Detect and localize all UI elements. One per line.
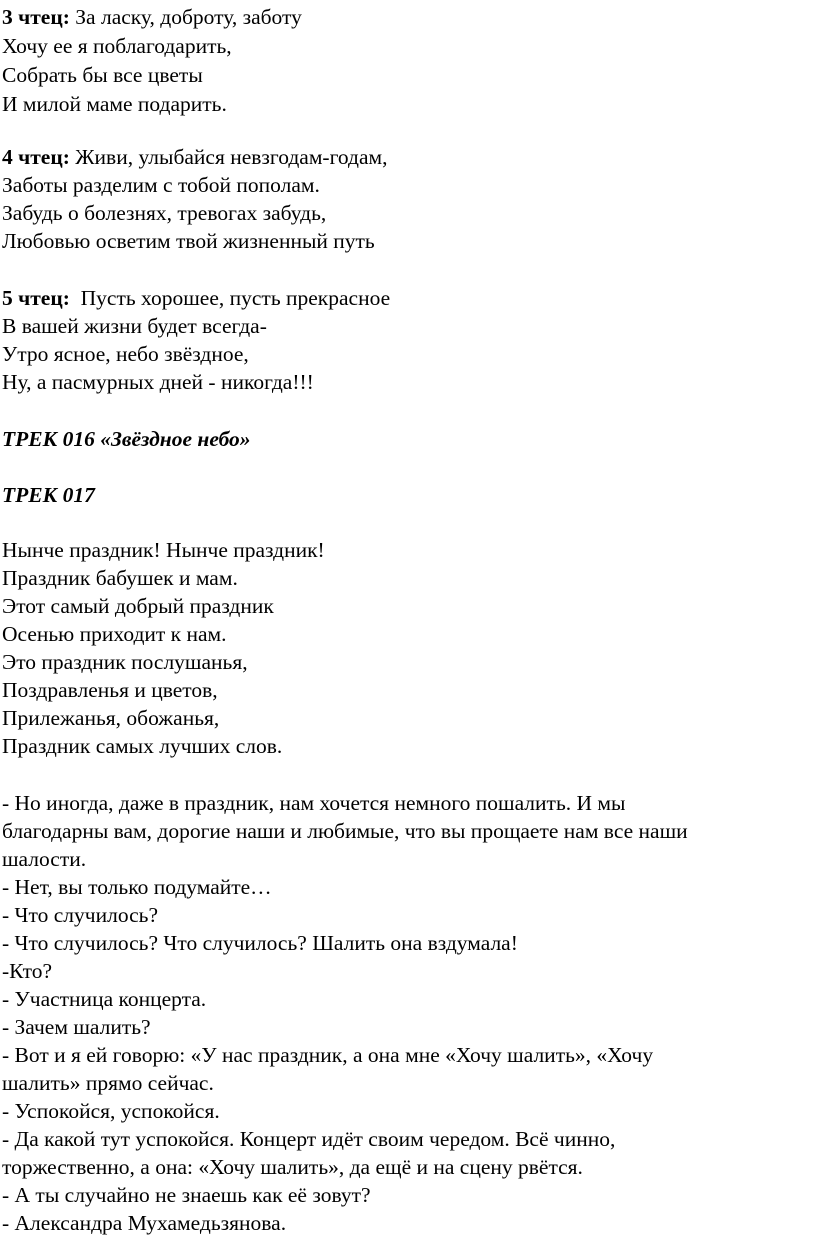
dialogue-line: - Участница концерта. xyxy=(2,987,207,1011)
poem-line: Поздравленья и цветов, xyxy=(2,678,218,702)
dialogue-line: - Но иногда, даже в праздник, нам хочется немного пошалить. И мы xyxy=(2,791,626,815)
speaker-label: 4 чтец: xyxy=(2,145,70,169)
speaker-label: 3 чтец: xyxy=(2,5,70,29)
verse-line: Забудь о болезнях, тревогах забудь, xyxy=(2,201,327,225)
verse-text: Живи, улыбайся невзгодам-годам, xyxy=(75,145,388,169)
dialogue-line: - Зачем шалить? xyxy=(2,1015,151,1039)
dialogue-line: - Что случилось? xyxy=(2,903,158,927)
poem-line: Этот самый добрый праздник xyxy=(2,594,274,618)
poem-line: Праздник бабушек и мам. xyxy=(2,566,238,590)
poem-line: Нынче праздник! Нынче праздник! xyxy=(2,538,325,562)
dialogue-line: - Да какой тут успокойся. Концерт идёт своим чередом. Всё чинно, xyxy=(2,1127,616,1151)
verse-line: Собрать бы все цветы xyxy=(2,63,203,87)
verse-line: Утро ясное, небо звёздное, xyxy=(2,342,249,366)
stanza-4-line-1 xyxy=(2,143,387,171)
dialogue-line: благодарны вам, дорогие наши и любимые, что вы прощаете нам все наши xyxy=(2,819,688,843)
dialogue-line: - Успокойся, успокойся. xyxy=(2,1099,220,1123)
dialogue-line: - Что случилось? Что случилось? Шалить она вздумала! xyxy=(2,931,518,955)
verse-text: Пусть хорошее, пусть прекрасное xyxy=(80,286,391,310)
speaker-label: 5 чтец: xyxy=(2,286,70,310)
verse-line: Любовью осветим твой жизненный путь xyxy=(2,229,375,253)
dialogue-line: - Александра Мухамедьзянова. xyxy=(2,1211,287,1235)
poem-line: Праздник самых лучших слов. xyxy=(2,734,283,758)
dialogue-line: - А ты случайно не знаешь как её зовут? xyxy=(2,1183,371,1207)
verse-line: Хочу ее я поблагодарить, xyxy=(2,34,232,58)
verse-line: В вашей жизни будет всегда- xyxy=(2,314,267,338)
dialogue-line: - Нет, вы только подумайте… xyxy=(2,875,272,899)
track-016-heading: ТРЕК 016 «Звёздное небо» xyxy=(2,427,251,451)
poem-line: Это праздник послушанья, xyxy=(2,650,248,674)
verse-line: Заботы разделим с тобой пополам. xyxy=(2,173,320,197)
dialogue-line: - Вот и я ей говорю: «У нас праздник, а она мне «Хочу шалить», «Хочу xyxy=(2,1043,654,1067)
verse-line: Ну, а пасмурных дней - никогда!!! xyxy=(2,370,314,394)
poem-line: Прилежанья, обожанья, xyxy=(2,706,220,730)
verse-line: И милой маме подарить. xyxy=(2,92,227,116)
dialogue-line: шалости. xyxy=(2,847,87,871)
verse-text: За ласку, доброту, заботу xyxy=(75,5,302,29)
dialogue-line: торжественно, а она: «Хочу шалить», да ещё и на сцену рвётся. xyxy=(2,1155,583,1179)
dialogue-line: -Кто? xyxy=(2,959,53,983)
poem-line: Осенью приходит к нам. xyxy=(2,622,227,646)
track-017-heading: ТРЕК 017 xyxy=(2,483,95,507)
stanza-3-line-1 xyxy=(2,3,302,31)
stanza-5-line-1 xyxy=(2,284,390,312)
dialogue-line: шалить» прямо сейчас. xyxy=(2,1071,214,1095)
